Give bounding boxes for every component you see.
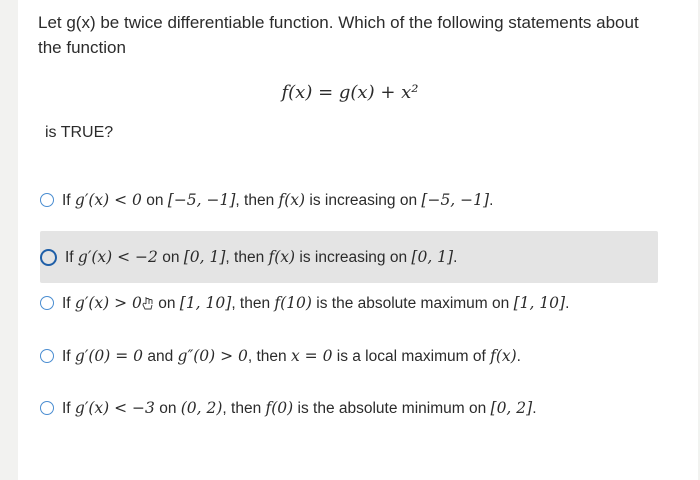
question-prompt: Let g(x) be twice differentiable function. Which of the following statements about the function [38,13,639,57]
answer-option-3[interactable] [40,281,658,325]
radio-button[interactable] [40,349,54,363]
answer-option-2[interactable] [40,231,658,283]
option-text: If g′(x) > 0 on [1, 10], then f(10) is the absolute maximum on [1, 10]. [62,293,570,312]
radio-button[interactable] [40,296,54,310]
answer-option-4[interactable] [40,334,658,378]
question-suffix: is TRUE? [45,124,114,141]
option-text: If g′(x) < −3 on (0, 2), then f(0) is the absolute minimum on [0, 2]. [62,398,537,417]
answer-option-1[interactable] [40,178,658,222]
function-formula [0,82,700,103]
radio-button[interactable] [40,401,54,415]
option-text: If g′(x) < −2 on [0, 1], then f(x) is increasing on [0, 1]. [65,247,458,266]
option-text: If g′(x) < 0 on [−5, −1], then f(x) is increasing on [−5, −1]. [62,190,494,209]
formula-text: f(x) = g(x) + x² [281,82,419,103]
answer-option-5[interactable] [40,386,658,430]
hand-pointer-icon [142,296,154,310]
option-text: If g′(0) = 0 and g″(0) > 0, then x = 0 is a local maximum of f(x). [62,346,521,365]
radio-button-selected[interactable] [40,249,57,266]
radio-button[interactable] [40,193,54,207]
